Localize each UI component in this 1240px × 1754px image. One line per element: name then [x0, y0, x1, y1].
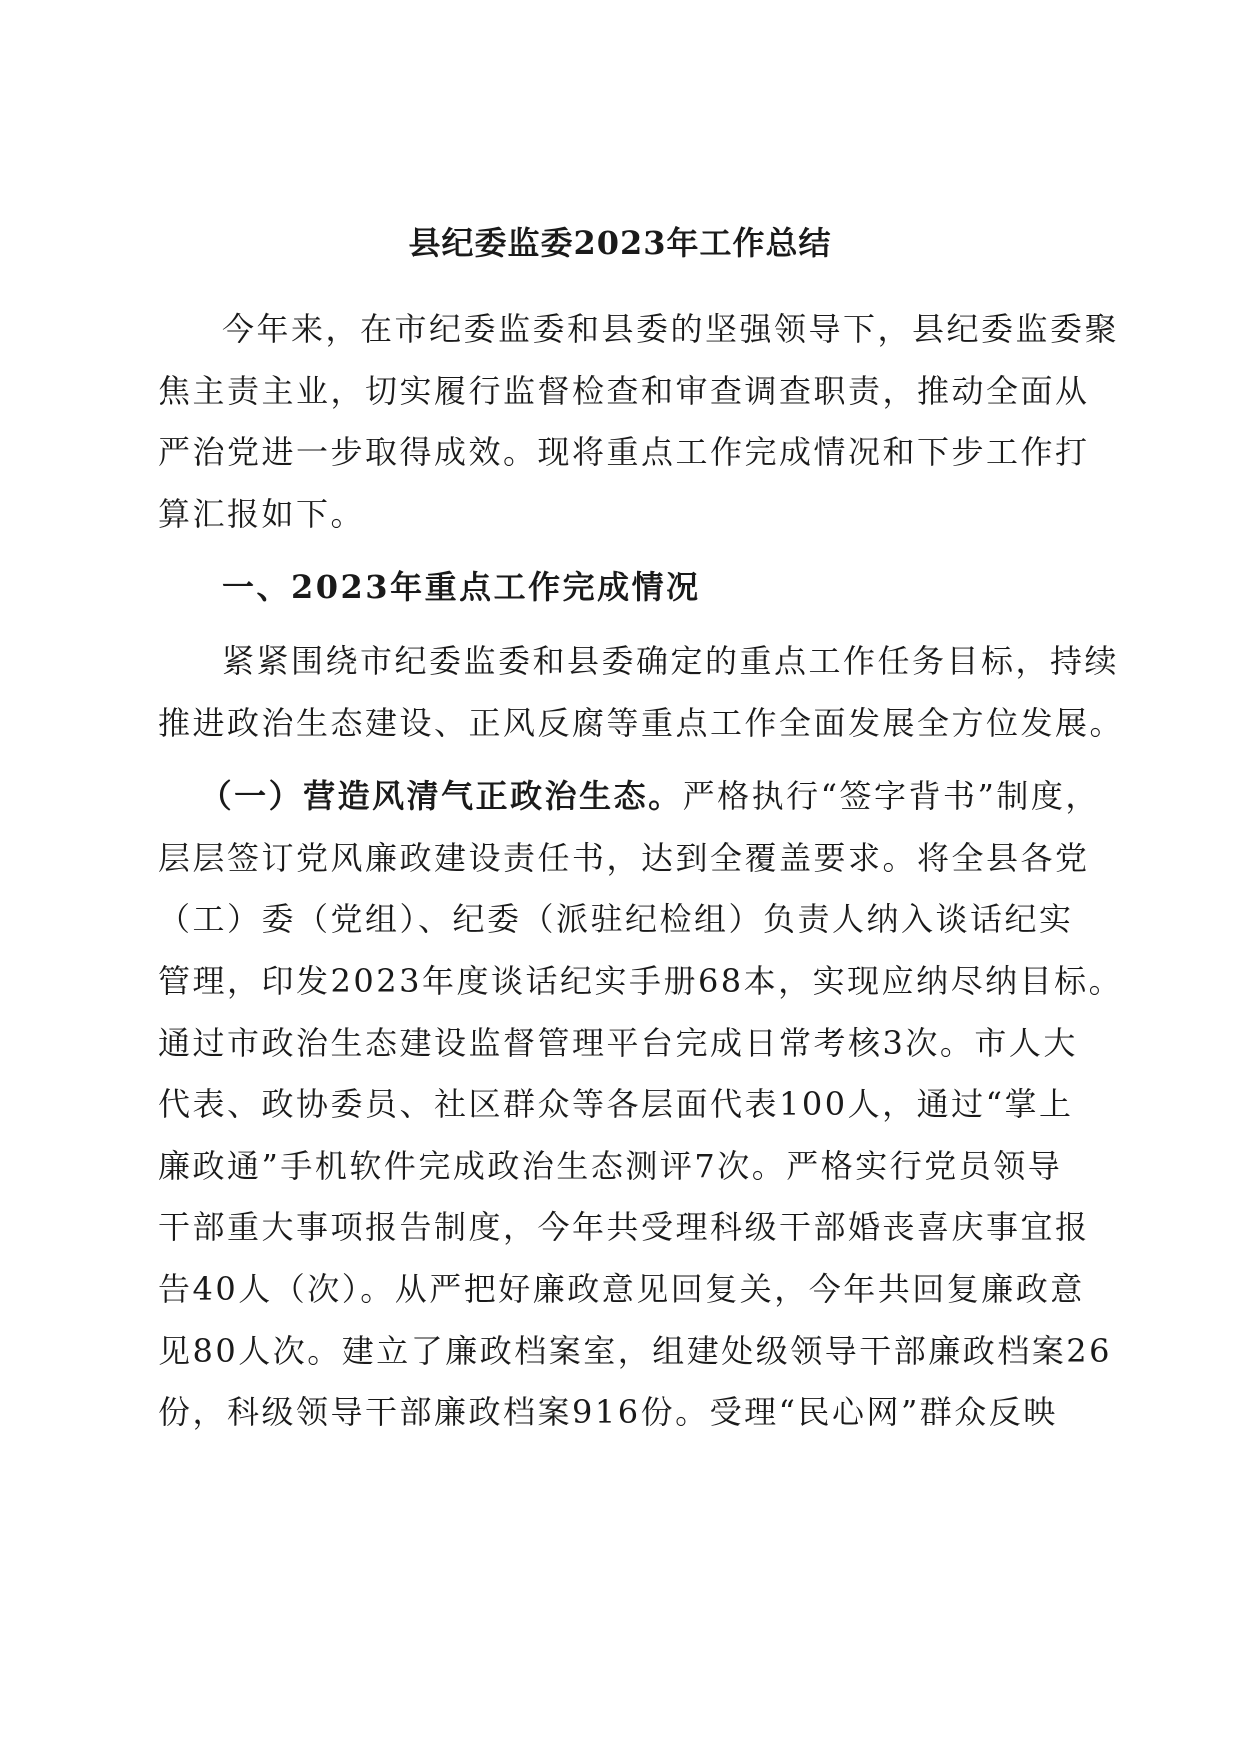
text-line: 干部重大事项报告制度，今年共受理科级干部婚丧喜庆事宜报 — [158, 1208, 1090, 1247]
text-line: （工）委（党组）、纪委（派驻纪检组）负责人纳入谈话纪实 — [158, 900, 1074, 939]
subsection-first-line-text: 严格执行“签字背书”制度， — [682, 777, 1100, 816]
text-line: 告40人（次）。从严把好廉政意见回复关，今年共回复廉政意 — [158, 1269, 1085, 1308]
section-intro-paragraph — [158, 631, 1125, 754]
text-line: 今年来，在市纪委监委和县委的坚强领导下，县纪委监委聚 — [222, 310, 1120, 348]
text-line — [158, 766, 1100, 828]
text-line: 层层签订党风廉政建设责任书，达到全覆盖要求。将全县各党 — [158, 838, 1090, 877]
text-line: 焦主责主业，切实履行监督检查和审查调查职责，推动全面从 — [158, 371, 1090, 410]
subsection-paragraph — [158, 766, 1124, 1444]
text-line: 算汇报如下。 — [158, 494, 366, 533]
text-line: 严治党进一步取得成效。现将重点工作完成情况和下步工作打 — [158, 433, 1090, 472]
subsection-lead: （一）营造风清气正政治生态。 — [199, 777, 683, 816]
text-line: 紧紧围绕市纪委监委和县委确定的重点工作任务目标，持续 — [222, 641, 1120, 680]
text-line: 通过市政治生态建设监督管理平台完成日常考核3次。市人大 — [158, 1023, 1078, 1062]
text-line: 见80人次。建立了廉政档案室，组建处级领导干部廉政档案26 — [158, 1331, 1112, 1370]
text-line: 份，科级领导干部廉政档案916份。受理“民心网”群众反映 — [158, 1393, 1058, 1432]
intro-paragraph — [158, 299, 1120, 545]
text-line: 管理，印发2023年度谈话纪实手册68本，实现应纳尽纳目标。 — [158, 961, 1124, 1000]
text-line: 廉政通”手机软件完成政治生态测评7次。严格实行党员领导 — [158, 1146, 1063, 1185]
text-line: 推进政治生态建设、正风反腐等重点工作全面发展全方位发展。 — [158, 703, 1125, 742]
section-heading: 一、2023年重点工作完成情况 — [222, 568, 701, 607]
document-title: 县纪委监委2023年工作总结 — [408, 224, 832, 262]
document-body — [158, 299, 1125, 1456]
text-line: 代表、政协委员、社区群众等各层面代表100人，通过“掌上 — [158, 1085, 1074, 1124]
